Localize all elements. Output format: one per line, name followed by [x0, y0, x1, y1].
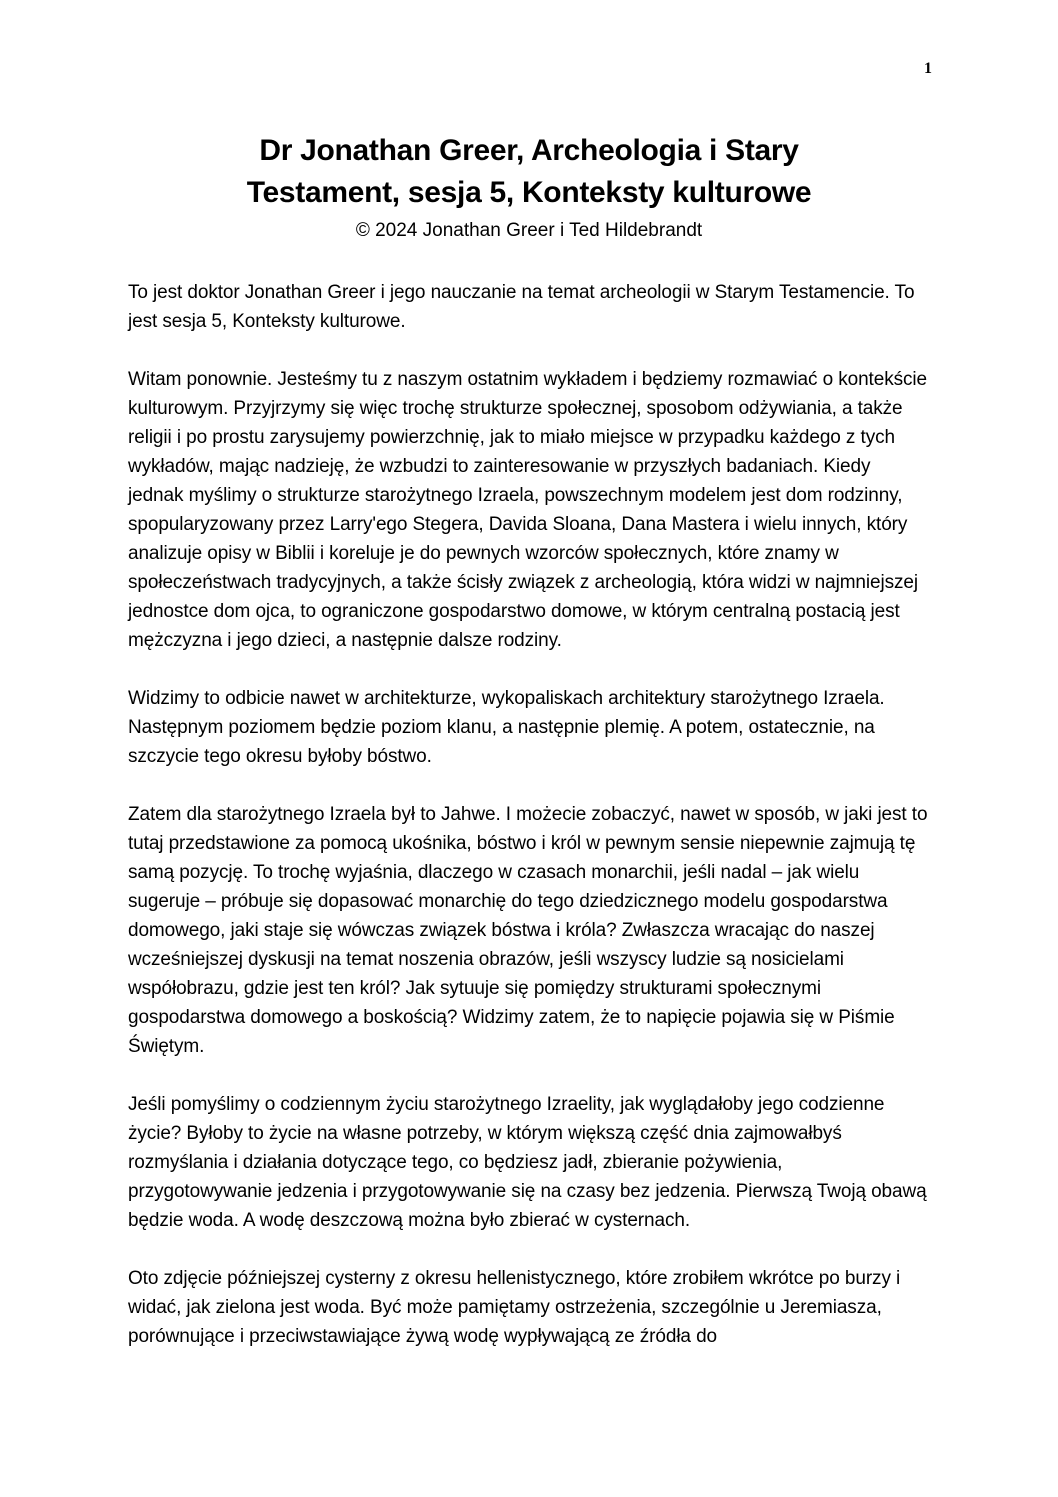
document-header: [0, 0, 1058, 244]
paragraph-social-structure: Witam ponownie. Jesteśmy tu z naszym ostatnim wykładem i będziemy rozmawiać o kontekście kulturowym. Przyjrzymy się więc trochę strukturze społecznej, sposobom odżywiania, a także religii i po prostu zarysujemy powierzchnię, jak to miało miejsce w przypadku każdego z tych wykładów, mając nadzieję, że wzbudzi to zainteresowanie w przyszłych badaniach. Kiedy jednak myślimy o strukturze starożytnego Izraela, powszechnym modelem jest dom rodzinny, spopularyzowany przez Larry'ego Stegera, Davida Sloana, Dana Mastera i wielu innych, który analizuje opisy w Biblii i koreluje je do pewnych wzorców społecznych, które znamy w społeczeństwach tradycyjnych, a także ścisły związek z archeologią, która widzi w najmniejszej jednostce dom ojca, to ograniczone gospodarstwo domowe, w którym centralną postacią jest mężczyzna i jego dzieci, a następnie dalsze rodziny.: [128, 369, 927, 651]
paragraph-intro: To jest doktor Jonathan Greer i jego nauczanie na temat archeologii w Starym Testamencie. To jest sesja 5, Konteksty kulturowe.: [128, 282, 915, 332]
paragraph-cistern: Oto zdjęcie późniejszej cysterny z okresu hellenistycznego, które zrobiłem wkrótce po burzy i widać, jak zielona jest woda. Być może pamiętamy ostrzeżenia, szczególnie u Jeremiasza, porównujące i przeciwstawiające żywą wodę wypływającą ze źródła do: [128, 1268, 901, 1347]
title-line-2: Testament, sesja 5, Konteksty kulturowe: [246, 176, 812, 209]
title-line-1: Dr Jonathan Greer, Archeologia i Stary: [259, 134, 799, 167]
paragraph-yahweh-king: Zatem dla starożytnego Izraela był to Jahwe. I możecie zobaczyć, nawet w sposób, w jaki jest to tutaj przedstawione za pomocą ukośnika, bóstwo i król w pewnym sensie niepewnie zajmują tę samą pozycję. To trochę wyjaśnia, dlaczego w czasach monarchii, jeśli nadal – jak wielu sugeruje – próbuje się dopasować monarchię do tego dziedzicznego modelu gospodarstwa domowego, jaki staje się wówczas związek bóstwa i króla? Zwłaszcza wracając do naszej wcześniejszej dyskusji na temat noszenia obrazów, jeśli wszyscy ludzie są nosicielami współobrazu, gdzie jest ten król? Jak sytuuje się pomiędzy strukturami społecznymi gospodarstwa domowego a boskością? Widzimy zatem, że to napięcie pojawia się w Piśmie Świętym.: [128, 804, 928, 1057]
document-body: [0, 278, 1058, 1351]
paragraph-daily-life: Jeśli pomyślimy o codziennym życiu starożytnego Izraelity, jak wyglądałoby jego codzienne życie? Byłoby to życie na własne potrzeby, w którym większą część dnia zajmowałbyś rozmyślania i działania dotyczące tego, co będziesz jadł, zbieranie pożywienia, przygotowywanie jedzenia i przygotowywanie się na czasy bez jedzenia. Pierwszą Twoją obawą będzie woda. A wodę deszczową można było zbierać w cysternach.: [128, 1094, 927, 1231]
page-number: 1: [924, 60, 932, 77]
copyright-line: © 2024 Jonathan Greer i Ted Hildebrandt: [355, 220, 703, 241]
paragraph-architecture: Widzimy to odbicie nawet w architekturze, wykopaliskach architektury starożytnego Izraela. Następnym poziomem będzie poziom klanu, a następnie plemię. A potem, ostatecznie, na szczycie tego okresu byłoby bóstwo.: [128, 688, 885, 767]
document-title: [0, 130, 1058, 214]
